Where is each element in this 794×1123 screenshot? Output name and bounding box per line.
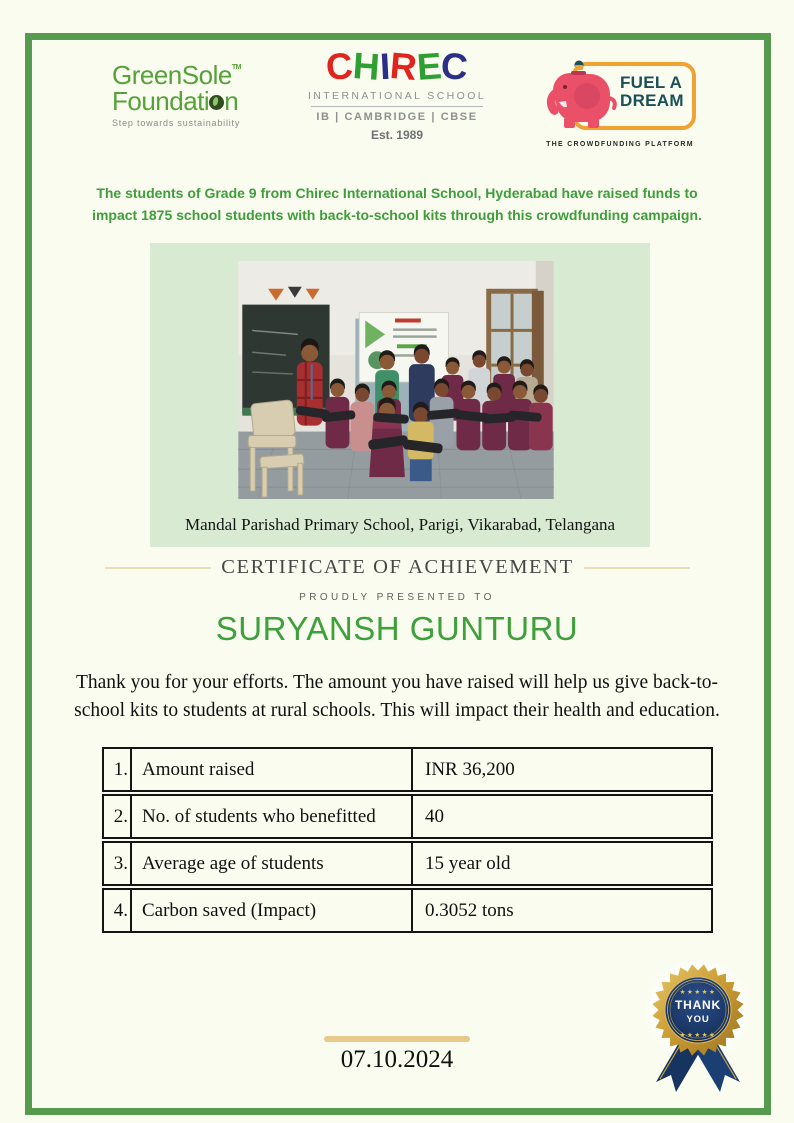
table-row-number: 3. bbox=[104, 843, 132, 884]
table-row-number: 4. bbox=[104, 890, 132, 931]
chirec-letter: R bbox=[388, 44, 419, 89]
footprint-o-icon bbox=[209, 95, 224, 110]
certificate-title-row bbox=[105, 556, 690, 579]
fuel-a-dream-line1: FUEL A bbox=[620, 73, 683, 92]
greensole-name-line2-prefix: Foundati bbox=[112, 86, 210, 116]
table-row bbox=[102, 841, 713, 886]
table-row bbox=[102, 888, 713, 933]
chirec-letter: H bbox=[351, 45, 381, 88]
table-row-value: INR 36,200 bbox=[411, 749, 711, 790]
message-line2: school kits to students at rural schools. This will impact their health and education. bbox=[74, 700, 720, 722]
greensole-foundation-logo bbox=[112, 62, 272, 128]
certificate-date: 07.10.2024 bbox=[340, 1046, 454, 1073]
badge-you-text: YOU bbox=[686, 1014, 710, 1025]
intro-paragraph bbox=[52, 183, 742, 226]
badge-stars-top: ★★★★★ bbox=[679, 988, 717, 996]
photo-block bbox=[150, 243, 650, 547]
fuel-a-dream-line2: DREAM bbox=[620, 91, 684, 111]
badge-thank-text: THANK bbox=[675, 998, 721, 1012]
intro-line2: impact 1875 school students with back-to-school kits through this crowdfunding campaign. bbox=[92, 206, 702, 223]
greensole-tagline: Step towards sustainability bbox=[112, 118, 241, 128]
thank-you-message bbox=[32, 669, 762, 726]
table-row bbox=[102, 747, 713, 792]
table-row-value: 0.3052 tons bbox=[411, 890, 711, 931]
fuel-a-dream-tagline: THE CROWDFUNDING PLATFORM bbox=[546, 141, 694, 148]
badge-stars-bottom: ★★★★★ bbox=[679, 1031, 717, 1039]
table-row-value: 40 bbox=[411, 796, 711, 837]
recipient-name: SURYANSH GUNTURU bbox=[215, 610, 579, 647]
chirec-established: Est. 1989 bbox=[370, 128, 424, 142]
table-row-value: 15 year old bbox=[411, 843, 711, 884]
presented-to-label: PROUDLY PRESENTED TO bbox=[299, 592, 495, 603]
intro-line1: The students of Grade 9 from Chirec International School, Hyderabad have raised funds to bbox=[96, 185, 698, 201]
thank-you-badge bbox=[640, 956, 756, 1096]
date-divider-line bbox=[324, 1036, 470, 1042]
table-row-number: 1. bbox=[104, 749, 132, 790]
fuel-a-dream-mark bbox=[542, 58, 698, 138]
table-row-label: No. of students who benefitted bbox=[142, 805, 376, 827]
chirec-divider bbox=[311, 106, 483, 107]
table-row-number: 2. bbox=[104, 796, 132, 837]
trademark-mark: TM bbox=[231, 64, 241, 71]
chirec-school-logo bbox=[287, 44, 507, 142]
table-row-label: Average age of students bbox=[142, 852, 324, 874]
photo-caption: Mandal Parishad Primary School, Parigi, Vikarabad, Telangana bbox=[184, 515, 616, 534]
school-photo bbox=[237, 261, 555, 499]
certificate-title: CERTIFICATE OF ACHIEVEMENT bbox=[221, 556, 574, 578]
fuel-a-dream-logo bbox=[542, 58, 698, 148]
chirec-letter: I bbox=[378, 45, 391, 88]
table-row-label: Amount raised bbox=[142, 758, 255, 780]
greensole-foundation-line bbox=[112, 88, 272, 114]
greensole-name-line1: GreenSole bbox=[112, 60, 232, 90]
chirec-wordmark bbox=[287, 44, 507, 89]
chirec-letter: E bbox=[415, 45, 443, 88]
chirec-boards: IB | CAMBRIDGE | CBSE bbox=[316, 111, 478, 123]
title-line-left bbox=[105, 567, 211, 569]
fuel-a-dream-wordmark bbox=[620, 74, 684, 110]
chirec-subtitle: INTERNATIONAL SCHOOL bbox=[307, 90, 487, 102]
impact-table bbox=[102, 747, 713, 935]
chirec-letter: C bbox=[439, 45, 470, 88]
title-line-right bbox=[584, 567, 690, 569]
table-row-label: Carbon saved (Impact) bbox=[142, 899, 317, 921]
chirec-letter: C bbox=[324, 44, 355, 89]
greensole-name-line2-suffix: n bbox=[224, 86, 239, 116]
table-row bbox=[102, 794, 713, 839]
greensole-name bbox=[112, 62, 272, 88]
elephant-piggybank-icon bbox=[542, 58, 626, 138]
message-line1: Thank you for your efforts. The amount you have raised will help us give back-to- bbox=[75, 672, 719, 693]
